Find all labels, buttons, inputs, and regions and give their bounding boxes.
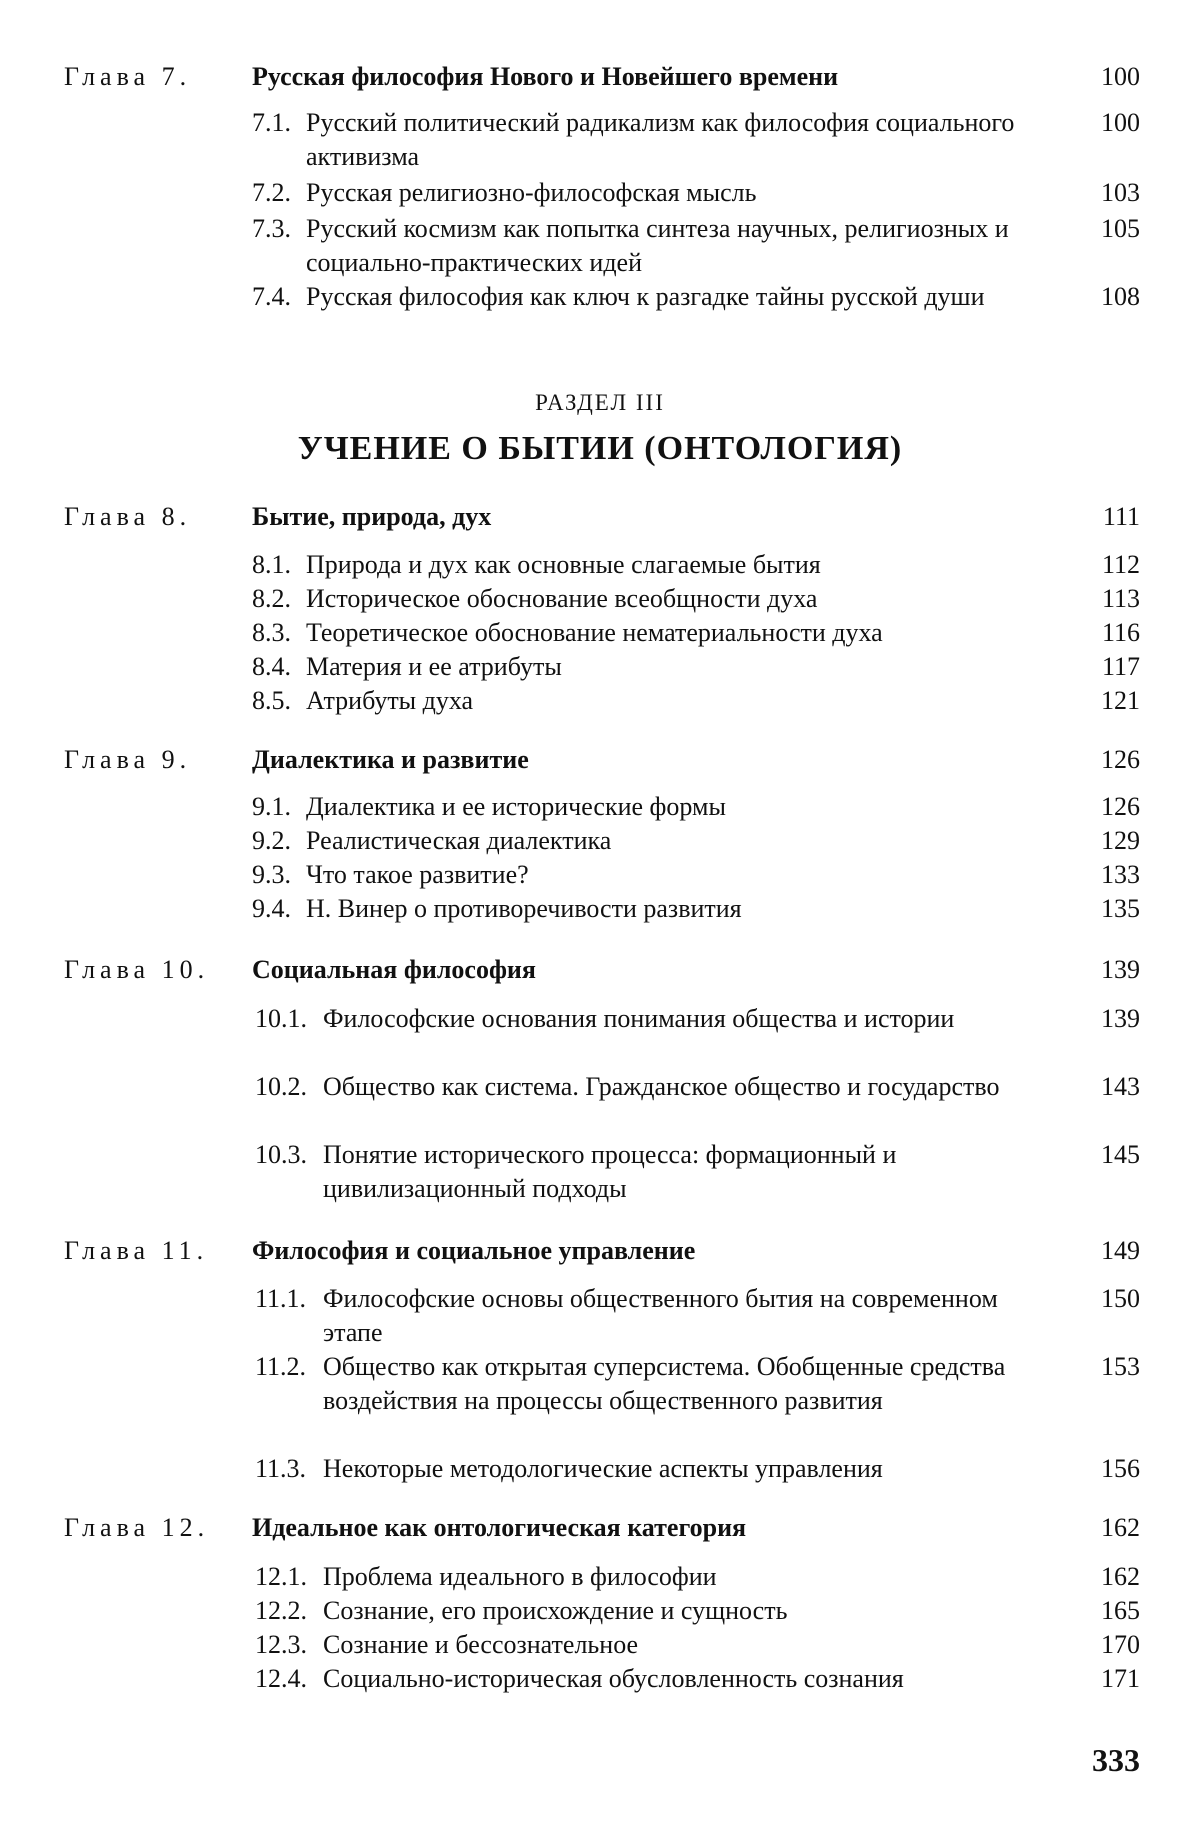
page-number: 333 (1092, 1742, 1140, 1778)
entry-title: Атрибуты духа (306, 686, 474, 715)
chapter-label: Глава 10. (64, 955, 210, 984)
entry-number: 7.1. (252, 108, 291, 137)
chapter-page: 149 (1101, 1236, 1140, 1265)
entry-number: 9.2. (252, 826, 291, 855)
chapter-label: Глава 8. (64, 502, 192, 531)
entry-title: Понятие исторического процесса: формационный и цивилизационный подходы (323, 1140, 897, 1203)
entry-number: 8.4. (252, 652, 291, 681)
entry-title: Историческое обоснование всеобщности духа (306, 584, 818, 613)
chapter-page: 100 (1101, 62, 1140, 91)
entry-page: 143 (1101, 1072, 1140, 1101)
entry-title: Общество как открытая суперсистема. Обобщенные средства воздействия на процессы общественного развития (323, 1352, 1006, 1415)
entry-page: 135 (1101, 894, 1140, 923)
entry-title: Русский политический радикализм как философия социального активизма (306, 108, 1015, 171)
entry-number: 10.1. (255, 1004, 307, 1033)
chapter-title: Философия и социальное управление (252, 1236, 696, 1265)
chapter-title: Русская философия Нового и Новейшего времени (252, 62, 839, 91)
entry-number: 9.4. (252, 894, 291, 923)
chapter-label: Глава 11. (64, 1236, 209, 1265)
entry-page: 170 (1101, 1630, 1140, 1659)
entry-page: 145 (1101, 1140, 1140, 1169)
entry-page: 112 (1101, 550, 1140, 579)
entry-page: 113 (1101, 584, 1140, 613)
entry-page: 117 (1101, 652, 1140, 681)
entry-page: 139 (1101, 1004, 1140, 1033)
entry-page: 171 (1101, 1664, 1140, 1693)
entry-number: 10.3. (255, 1140, 307, 1169)
chapter-page: 162 (1101, 1513, 1140, 1542)
entry-number: 9.3. (252, 860, 291, 889)
entry-number: 10.2. (255, 1072, 307, 1101)
entry-title: Русская философия как ключ к разгадке тайны русской души (306, 282, 985, 311)
entry-page: 108 (1101, 282, 1140, 311)
entry-title: Социально-историческая обусловленность сознания (323, 1664, 904, 1693)
chapter-12 (0, 1513, 1200, 1547)
entry-title: Сознание и бессознательное (323, 1630, 639, 1659)
section-label: РАЗДЕЛ III (535, 390, 665, 415)
entry-number: 7.2. (252, 178, 291, 207)
entry-page: 100 (1101, 108, 1140, 137)
entry-title: Материя и ее атрибуты (306, 652, 562, 681)
section-title: УЧЕНИЕ О БЫТИИ (ОНТОЛОГИЯ) (297, 430, 903, 467)
entry-page: 156 (1101, 1454, 1140, 1483)
entry-number: 7.4. (252, 282, 291, 311)
entry-number: 9.1. (252, 792, 291, 821)
entry-title: Некоторые методологические аспекты управления (323, 1454, 883, 1483)
entry-title: Диалектика и ее исторические формы (306, 792, 726, 821)
entry-title: Что такое развитие? (306, 860, 529, 889)
entry-number: 12.2. (255, 1596, 307, 1625)
entry-title: Сознание, его происхождение и сущность (323, 1596, 788, 1625)
entry-title: Проблема идеального в философии (323, 1562, 717, 1591)
entry-page: 126 (1101, 792, 1140, 821)
entry-page: 105 (1101, 214, 1140, 243)
entry-number: 12.1. (255, 1562, 307, 1591)
chapter-title: Бытие, природа, дух (252, 502, 492, 531)
entry-number: 11.1. (255, 1284, 307, 1313)
entry-title: Теоретическое обоснование нематериальности духа (306, 618, 883, 647)
chapter-7 (0, 62, 1200, 96)
entry-title: Реалистическая диалектика (306, 826, 612, 855)
chapter-title: Социальная философия (252, 955, 536, 984)
entry-title: Русский космизм как попытка синтеза научных, религиозных и социально-практических идей (306, 214, 1009, 277)
chapter-8 (0, 502, 1200, 536)
chapter-page: 111 (1102, 502, 1140, 531)
entry-page: 103 (1101, 178, 1140, 207)
entry-page: 162 (1101, 1562, 1140, 1591)
entry-page: 133 (1101, 860, 1140, 889)
entry-number: 8.2. (252, 584, 291, 613)
chapter-11 (0, 1236, 1200, 1270)
chapter-title: Идеальное как онтологическая категория (252, 1513, 747, 1542)
entry-number: 8.1. (252, 550, 291, 579)
entry-number: 8.3. (252, 618, 291, 647)
chapter-label: Глава 12. (64, 1513, 210, 1542)
entry-number: 12.3. (255, 1630, 307, 1659)
chapter-page: 139 (1101, 955, 1140, 984)
entry-number: 12.4. (255, 1664, 307, 1693)
chapter-title: Диалектика и развитие (252, 745, 529, 774)
entry-number: 7.3. (252, 214, 291, 243)
chapter-label: Глава 9. (64, 745, 192, 774)
entry-title: Н. Винер о противоречивости развития (306, 894, 742, 923)
chapter-page: 126 (1101, 745, 1140, 774)
entry-page: 150 (1101, 1284, 1140, 1313)
entry-title: Русская религиозно-философская мысль (306, 178, 757, 207)
entry-page: 116 (1101, 618, 1140, 647)
entry-title: Философские основания понимания общества и истории (323, 1004, 955, 1033)
chapter-10 (0, 955, 1200, 989)
chapter-label: Глава 7. (64, 62, 192, 91)
entry-title: Природа и дух как основные слагаемые бытия (306, 550, 821, 579)
entry-number: 11.3. (255, 1454, 307, 1483)
entry-title: Философские основы общественного бытия на современном этапе (323, 1284, 998, 1347)
entry-number: 11.2. (255, 1352, 307, 1381)
entry-title: Общество как система. Гражданское общество и государство (323, 1072, 1000, 1101)
entry-page: 165 (1101, 1596, 1140, 1625)
entry-number: 8.5. (252, 686, 291, 715)
entry-page: 121 (1101, 686, 1140, 715)
entry-page: 129 (1101, 826, 1140, 855)
entry-page: 153 (1101, 1352, 1140, 1381)
chapter-9 (0, 745, 1200, 779)
